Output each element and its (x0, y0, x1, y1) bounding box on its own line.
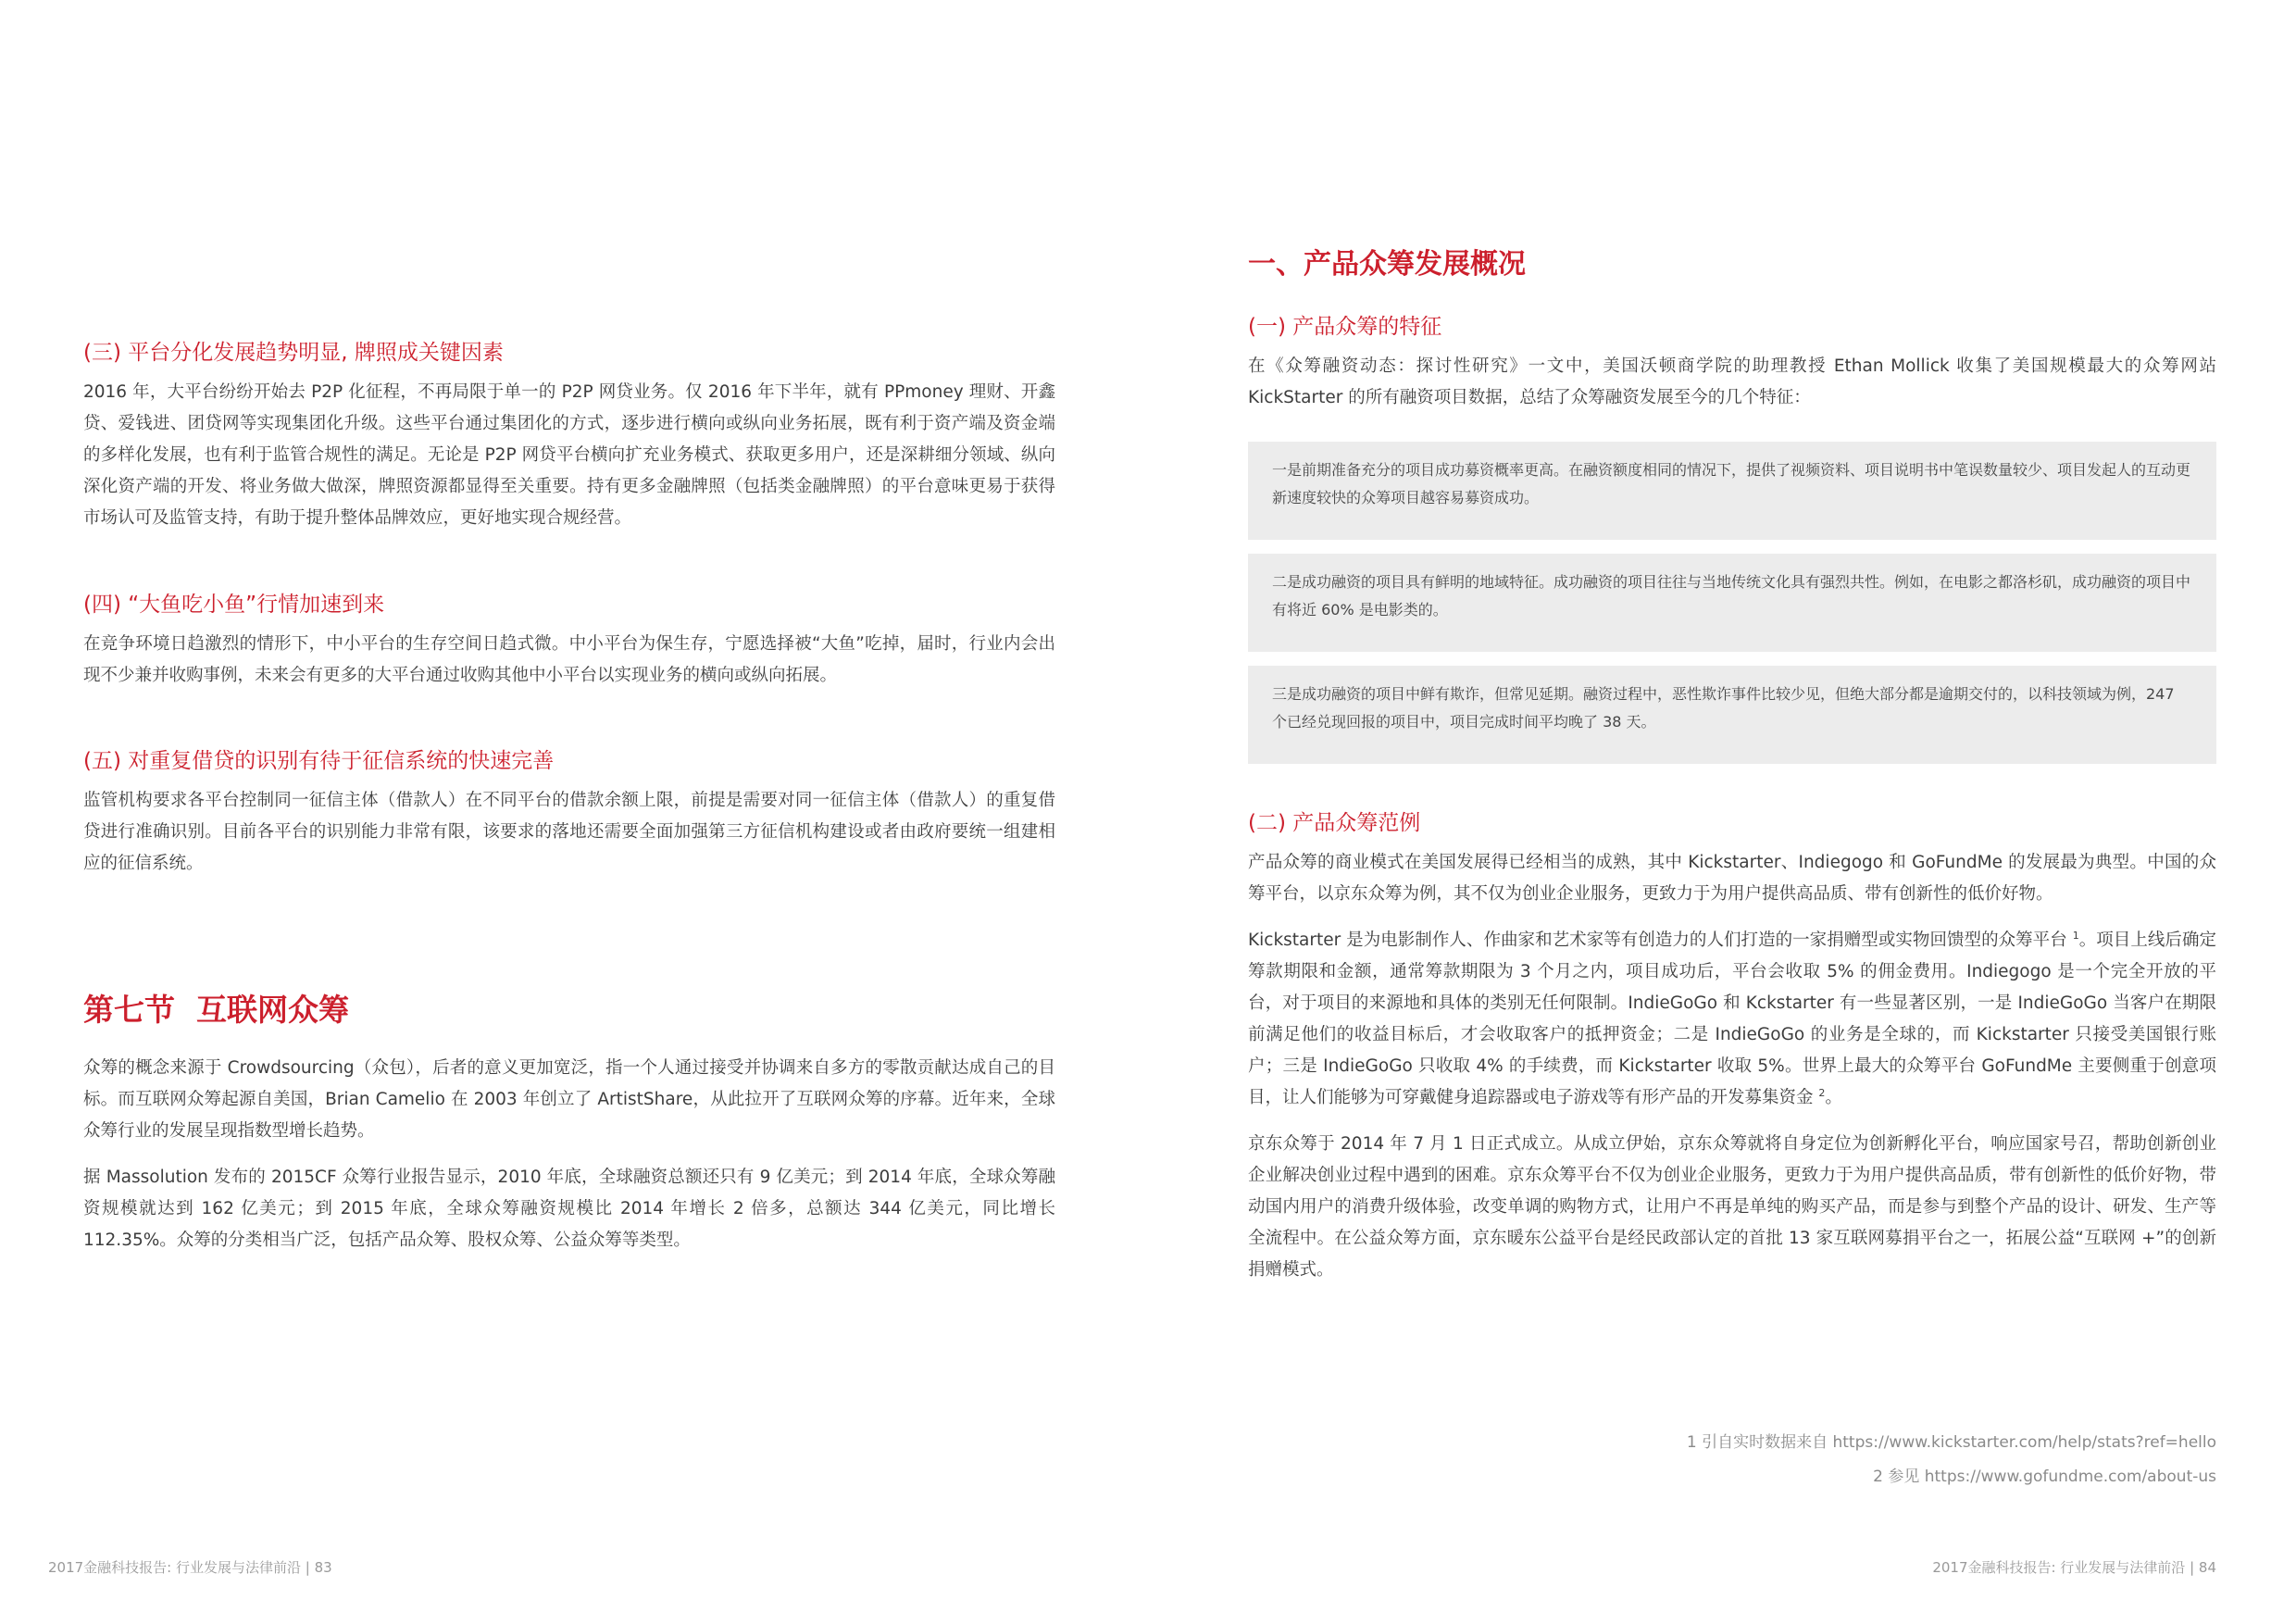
s5-heading: (五) 对重复借贷的识别有待于征信系统的快速完善 (83, 749, 555, 773)
s5-body: 监管机构要求各平台控制同一征信主体（借款人）在不同平台的借款余额上限，前提是需要对同一征信主体（借款人）的重复借贷进行准确识别。目前各平台的识别能力非常有限，该要求的落地还需要全面加强第三方征信机构建设或者由政府要统一组建相应的征信系统。 (83, 791, 1055, 873)
feature-box-3: 三是成功融资的项目中鲜有欺诈，但常见延期。融资过程中，恶性欺诈事件比较少见，但绝大部分都是逾期交付的，以科技领域为例，247 个已经兑现回报的项目中，项目完成时间平均晚了 38 天。 (1248, 666, 2216, 764)
sub2-p2 (1248, 925, 2216, 1114)
section-s5 (83, 746, 1055, 880)
section-s3 (83, 338, 1055, 534)
sub2-heading: (二) 产品众筹范例 (1248, 811, 1421, 835)
footnote-2: 2 参见 https://www.gofundme.com/about-us (1873, 1468, 2216, 1486)
right-page (1148, 0, 2296, 1624)
s3-body: 2016 年，大平台纷纷开始去 P2P 化征程，不再局限于单一的 P2P 网贷业务。仅 2016 年下半年，就有 PPmoney 理财、开鑫贷、爱钱进、团贷网等实现集团化升级。这些平台通过集团化的方式，逐步进行横向或纵向业务拓展，既有利于资产端及资金端的多样化发展，也有利于监管合规性的满足。无论是 P2P 网贷平台横向扩充业务模式、获取更多用户，还是深耕细分领域、纵向深化资产端的开发、将业务做大做深，牌照资源都显得至关重要。持有更多金融牌照（包括类金融牌照）的平台意味更易于获得市场认可及监管支持，有助于提升整体品牌效应，更好地实现合规经营。 (83, 382, 1055, 528)
footnote-1: 1 引自实时数据来自 https://www.kickstarter.com/help/stats?ref=hello (1686, 1433, 2216, 1452)
footnote-ref-2: 2 (1818, 1086, 1826, 1099)
section7-p2: 据 Massolution 发布的 2015CF 众筹行业报告显示，2010 年底，全球融资总额还只有 9 亿美元；到 2014 年底，全球众筹融资规模就达到 162 亿美元；到 2015 年底，全球众筹融资规模比 2014 年增长 2 倍多，总额达 344 亿美元，同比增长 112.35%。众筹的分类相当广泛，包括产品众筹、股权众筹、公益众筹等类型。 (83, 1168, 1055, 1250)
sub2-p1: 产品众筹的商业模式在美国发展得已经相当的成熟，其中 Kickstarter、Indiegogo 和 GoFundMe 的发展最为典型。中国的众筹平台，以京东众筹为例，其不仅为创业企业服务，更致力于为用户提供高品质、带有创新性的低价好物。 (1248, 853, 2216, 904)
footer-right: 2017金融科技报告: 行业发展与法律前沿 | 84 (1932, 1559, 2216, 1576)
sub2-p2-part-a: Kickstarter 是为电影制作人、作曲家和艺术家等有创造力的人们打造的一家捐赠型或实物回馈型的众筹平台 (1248, 931, 2073, 950)
section-7-body (83, 1053, 1055, 1256)
section-s4 (83, 590, 1055, 692)
s4-heading: (四) “大鱼吃小鱼”行情加速到来 (83, 593, 385, 617)
footnote-ref-1: 1 (2072, 929, 2079, 942)
sub1-heading: (一) 产品众筹的特征 (1248, 315, 1442, 339)
feature-box-2: 二是成功融资的项目具有鲜明的地域特征。成功融资的项目往往与当地传统文化具有强烈共性。例如，在电影之都洛杉矶，成功融资的项目中有将近 60% 是电影类的。 (1248, 554, 2216, 652)
sub2-p2-part-b: 。项目上线后确定筹款期限和金额，通常筹款期限为 3 个月之内，项目成功后，平台会收取 5% 的佣金费用。Indiegogo 是一个完全开放的平台，对于项目的来源地和具体的类别无任何限制。IndieGoGo 和 Kckstarter 有一些显著区别，一是 IndieGoGo 当客户在期限前满足他们的收益目标后，才会收取客户的抵押资金；二是 IndieGoGo 的业务是全球的，而 Kickstarter 只接受美国银行账户；三是 IndieGoGo 只收取 4% 的手续费，而 Kickstarter 收取 5%。世界上最大的众筹平台 GoFundMe 主要侧重于创意项目，让人们能够为可穿戴健身追踪器或电子游戏等有形产品的开发募集资金 (1248, 931, 2216, 1107)
section7-heading: 第七节 互联网众筹 (83, 992, 349, 1028)
s3-heading: (三) 平台分化发展趋势明显, 牌照成关键因素 (83, 341, 504, 365)
sub-2 (1248, 808, 2216, 1286)
sub-1 (1248, 312, 2216, 414)
section1-heading: 一、产品众筹发展概况 (1248, 248, 1526, 281)
sub2-p2-part-c: 。 (1825, 1088, 1842, 1107)
s4-body: 在竞争环境日趋激烈的情形下，中小平台的生存空间日趋式微。中小平台为保生存，宁愿选择被“大鱼”吃掉，届时，行业内会出现不少兼并收购事例，未来会有更多的大平台通过收购其他中小平台以实现业务的横向或纵向拓展。 (83, 634, 1055, 685)
feature-box-1: 一是前期准备充分的项目成功募资概率更高。在融资额度相同的情况下，提供了视频资料、项目说明书中笔误数量较少、项目发起人的互动更新速度较快的众筹项目越容易募资成功。 (1248, 442, 2216, 540)
section-1 (1248, 246, 2216, 283)
sub2-p3: 京东众筹于 2014 年 7 月 1 日正式成立。从成立伊始，京东众筹就将自身定位为创新孵化平台，响应国家号召，帮助创新创业企业解决创业过程中遇到的困难。京东众筹平台不仅为创业企业服务，更致力于为用户提供高品质，带有创新性的低价好物，带动国内用户的消费升级体验，改变单调的购物方式，让用户不再是单纯的购买产品，而是参与到整个产品的设计、研发、生产等全流程中。在公益众筹方面，京东暖东公益平台是经民政部认定的首批 13 家互联网募捐平台之一，拓展公益“互联网 +”的创新捐赠模式。 (1248, 1134, 2216, 1280)
footer-left: 2017金融科技报告: 行业发展与法律前沿 | 83 (48, 1559, 332, 1576)
section7-p1: 众筹的概念来源于 Crowdsourcing（众包），后者的意义更加宽泛，指一个人通过接受并协调来自多方的零散贡献达成自己的目标。而互联网众筹起源自美国，Brian Camelio 在 2003 年创立了 ArtistShare，从此拉开了互联网众筹的序幕。近年来，全球众筹行业的发展呈现指数型增长趋势。 (83, 1058, 1055, 1141)
section-7 (83, 990, 1055, 1031)
sub1-intro: 在《众筹融资动态：探讨性研究》一文中，美国沃顿商学院的助理教授 Ethan Mollick 收集了美国规模最大的众筹网站 KickStarter 的所有融资项目数据，总结了众筹融资发展至今的几个特征： (1248, 356, 2216, 407)
